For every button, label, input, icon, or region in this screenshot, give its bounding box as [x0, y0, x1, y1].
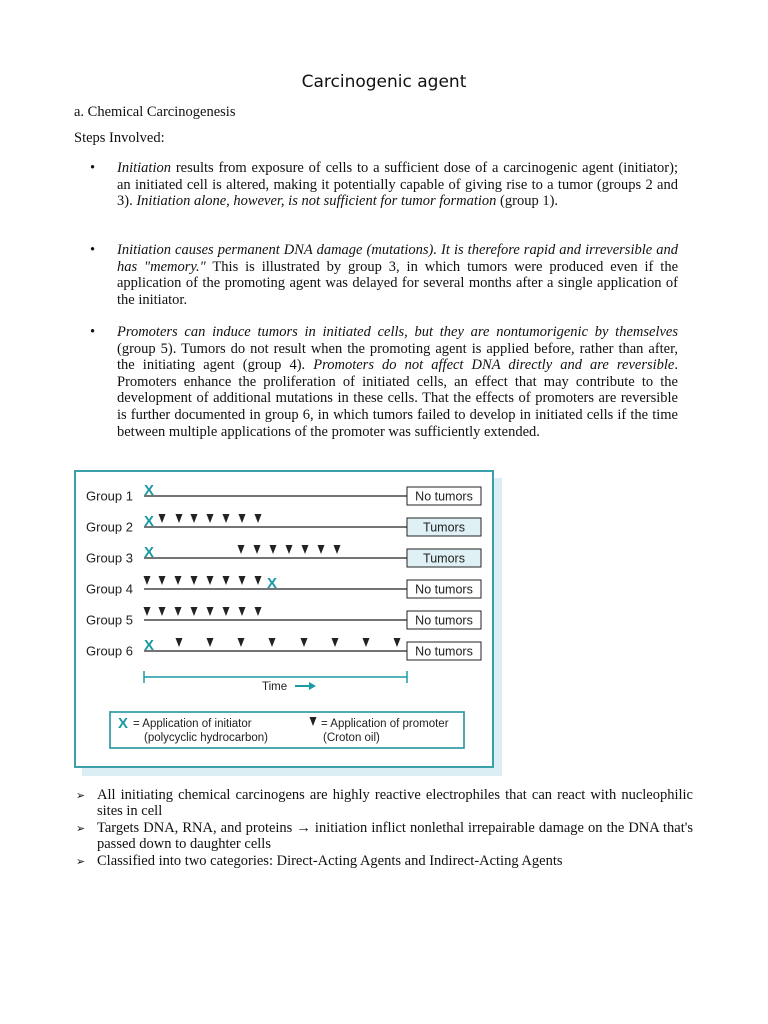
promoter-mark: [363, 638, 370, 647]
steps-label: Steps Involved:: [74, 130, 165, 146]
time-arrow-head-icon: [309, 682, 316, 690]
promoter-mark: [191, 514, 198, 523]
bullet-paragraph-promoters: [117, 324, 678, 440]
promoter-mark: [334, 545, 341, 554]
outcome-text: No tumors: [415, 489, 473, 504]
initiator-mark: X: [144, 482, 155, 499]
group-label: Group 2: [86, 519, 133, 535]
point-text: Classified into two categories: Direct-Acting Agents and Indirect-Acting Agents: [97, 853, 563, 869]
promoter-mark: [318, 545, 325, 554]
outcome-text: Tumors: [423, 520, 465, 535]
promoter-mark: [302, 545, 309, 554]
outcome-text: No tumors: [415, 613, 473, 628]
bullet-paragraph-initiation: [117, 160, 678, 210]
bullet-text-italic: Initiation causes permanent DNA damage (mutations). It is therefore rapid and irreversible and has "memory.": [117, 242, 678, 275]
group-label: Group 4: [86, 581, 133, 597]
promoter-mark: [223, 607, 230, 616]
figure-diagram: [76, 472, 492, 766]
bullet-text: (group 5). Tumors do not result when the promoting agent is applied before, rather than after, the initiating agent (group 4).: [117, 340, 678, 374]
group-label: Group 5: [86, 612, 133, 628]
page-title: Carcinogenic agent: [301, 72, 467, 92]
bullet-marker: •: [90, 160, 96, 176]
promoter-mark: [207, 576, 214, 585]
bullet-paragraph-dna-damage: [117, 242, 678, 308]
promoter-mark: [207, 638, 214, 647]
point-text: All initiating chemical carcinogens are highly reactive electrophiles that can react with nucleophilic sites in cell: [97, 787, 693, 819]
promoter-mark: [301, 638, 308, 647]
initiator-mark: X: [144, 544, 155, 561]
initiator-mark: X: [144, 513, 155, 530]
legend-promoter-text: = Application of promoter: [321, 718, 449, 730]
promoter-mark: [191, 607, 198, 616]
point-text: Targets DNA, RNA, and proteins → initiation inflict nonlethal irrepairable damage on the DNA that's passed down to daughter cells: [97, 820, 693, 852]
promoter-mark: [175, 607, 182, 616]
promoter-mark: [159, 514, 166, 523]
promoter-mark: [191, 576, 198, 585]
bullet-marker: •: [90, 242, 96, 258]
arrow-bullet-icon: ➢: [76, 822, 86, 835]
time-label: Time: [262, 681, 288, 693]
promoter-mark: [144, 576, 151, 585]
outcome-text: No tumors: [415, 644, 473, 659]
promoter-mark: [255, 514, 262, 523]
bullet-text: results from exposure of cells to a sufficient dose of a carcinogenic agent (initiator); an initiated cell is altered, making it potentially capable of giving rise to a tumor (groups 2 and 3).: [117, 160, 678, 210]
promoter-mark: [144, 607, 151, 616]
promoter-mark: [239, 607, 246, 616]
arrow-bullet-icon: ➢: [76, 855, 86, 868]
promoter-mark: [254, 545, 261, 554]
promoter-mark: [175, 576, 182, 585]
bullet-text: . Promoters enhance the proliferation of initiated cells, an effect that may contribute to the development of additional mutations in these cells. That the effects of promoters are reversible is further documented in group 6, in which tumors failed to develop in initiated cells if the time between multiple applications of the promoter was sufficiently extended.: [117, 357, 678, 440]
group-label: Group 6: [86, 643, 133, 659]
bullet-marker: •: [90, 324, 96, 340]
promoter-mark: [207, 607, 214, 616]
promoter-mark: [159, 576, 166, 585]
promoter-mark: [269, 638, 276, 647]
legend-initiator-subtext: (polycyclic hydrocarbon): [144, 732, 268, 744]
promoter-mark: [286, 545, 293, 554]
carcinogenesis-figure: [74, 470, 494, 768]
promoter-mark: [223, 514, 230, 523]
bullet-text: This is illustrated by group 3, in which tumors were produced even if the application of the promoting agent was delayed for several months after a single application of the initiator.: [117, 258, 679, 308]
promoter-mark: [332, 638, 339, 647]
bullet-text-italic: Initiation alone, however, is not sufficient for tumor formation: [136, 193, 497, 210]
promoter-mark: [223, 576, 230, 585]
initiator-mark: X: [144, 637, 155, 654]
bullet-text: (group 1).: [496, 193, 559, 210]
promoter-mark: [176, 514, 183, 523]
promoter-mark: [176, 638, 183, 647]
promoter-mark: [239, 514, 246, 523]
bullet-text-italic: Promoters can induce tumors in initiated cells, but they are nontumorigenic by themselves: [117, 324, 678, 340]
legend-promoter-subtext: (Croton oil): [323, 732, 380, 744]
group-label: Group 3: [86, 550, 133, 566]
promoter-mark: [159, 607, 166, 616]
section-heading: a. Chemical Carcinogenesis: [74, 104, 236, 120]
bullet-text-italic: Initiation: [117, 160, 171, 176]
promoter-mark: [270, 545, 277, 554]
legend-initiator-mark: X: [118, 715, 129, 732]
promoter-mark: [255, 576, 262, 585]
group-label: Group 1: [86, 488, 133, 504]
promoter-mark: [238, 545, 245, 554]
promoter-mark: [394, 638, 401, 647]
outcome-text: Tumors: [423, 551, 465, 566]
initiator-mark: X: [267, 575, 278, 592]
promoter-mark: [238, 638, 245, 647]
outcome-text: No tumors: [415, 582, 473, 597]
arrow-bullet-icon: ➢: [76, 789, 86, 802]
bullet-text-italic: Promoters do not affect DNA directly and are reversible: [313, 357, 675, 374]
legend-initiator-text: = Application of initiator: [133, 718, 252, 730]
promoter-mark: [207, 514, 214, 523]
promoter-mark: [239, 576, 246, 585]
promoter-mark: [255, 607, 262, 616]
